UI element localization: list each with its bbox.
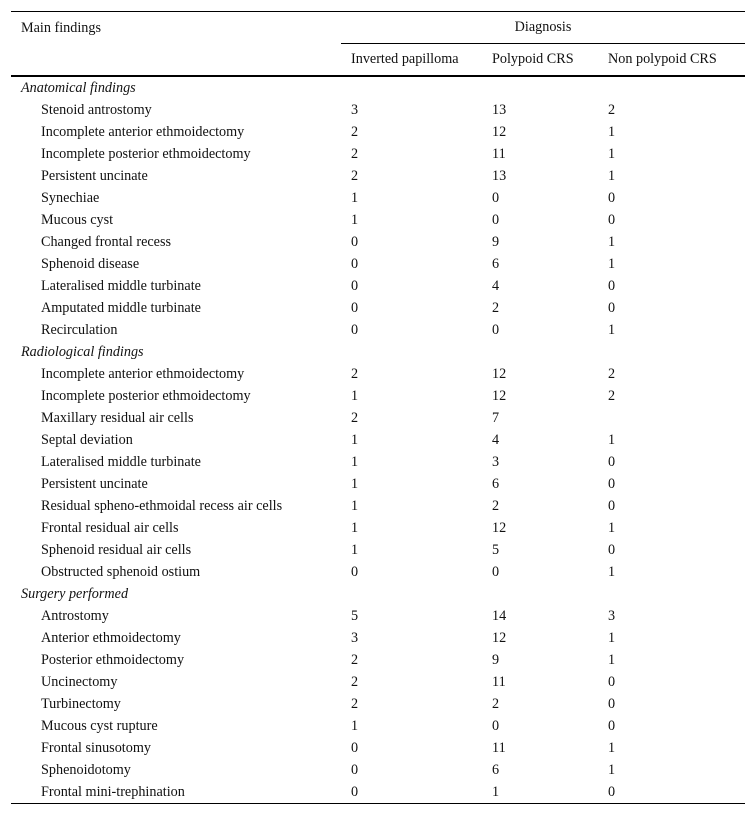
cell-inverted-papilloma: 2 [351, 365, 359, 382]
cell-non-polypoid-crs: 0 [608, 453, 616, 470]
cell-polypoid-crs: 11 [492, 145, 506, 162]
row-label: Frontal residual air cells [41, 519, 179, 536]
row-label: Incomplete anterior ethmoidectomy [41, 365, 245, 382]
cell-non-polypoid-crs: 2 [608, 387, 616, 404]
cell-inverted-papilloma: 0 [351, 277, 359, 294]
row-label: Anterior ethmoidectomy [41, 629, 181, 646]
cell-non-polypoid-crs: 1 [608, 167, 616, 184]
table-row [11, 121, 745, 143]
row-label: Residual spheno-ethmoidal recess air cells [41, 497, 283, 514]
cell-inverted-papilloma: 2 [351, 123, 359, 140]
cell-polypoid-crs: 0 [492, 717, 500, 734]
cell-polypoid-crs: 13 [492, 101, 507, 118]
cell-non-polypoid-crs: 1 [608, 123, 616, 140]
cell-non-polypoid-crs: 2 [608, 101, 616, 118]
cell-inverted-papilloma: 1 [351, 497, 359, 514]
row-label: Sphenoid disease [41, 255, 140, 272]
row-label: Mucous cyst rupture [41, 717, 158, 734]
table-row [11, 561, 745, 583]
row-label: Stenoid antrostomy [41, 101, 152, 118]
cell-inverted-papilloma: 1 [351, 519, 359, 536]
cell-polypoid-crs: 4 [492, 431, 500, 448]
cell-non-polypoid-crs: 1 [608, 145, 616, 162]
cell-non-polypoid-crs: 1 [608, 761, 616, 778]
cell-non-polypoid-crs: 2 [608, 365, 616, 382]
cell-non-polypoid-crs: 0 [608, 211, 616, 228]
row-label: Persistent uncinate [41, 167, 148, 184]
cell-inverted-papilloma: 1 [351, 717, 359, 734]
cell-inverted-papilloma: 0 [341, 781, 482, 804]
cell-non-polypoid-crs: 0 [608, 277, 616, 294]
cell-polypoid-crs: 2 [492, 695, 500, 712]
cell-non-polypoid-crs: 0 [608, 299, 616, 316]
cell-non-polypoid-crs: 1 [608, 563, 616, 580]
row-label: Septal deviation [41, 431, 133, 448]
row-label: Frontal sinusotomy [41, 739, 151, 756]
cell-inverted-papilloma: 2 [351, 651, 359, 668]
cell-non-polypoid-crs: 1 [608, 519, 616, 536]
row-label: Incomplete posterior ethmoidectomy [41, 145, 251, 162]
cell-non-polypoid-crs: 1 [608, 629, 616, 646]
cell-polypoid-crs: 0 [492, 211, 500, 228]
cell-polypoid-crs: 7 [492, 409, 500, 426]
table-row [11, 385, 745, 407]
cell-non-polypoid-crs: 0 [608, 695, 616, 712]
table-row [11, 473, 745, 495]
cell-polypoid-crs: 1 [482, 781, 598, 804]
cell-inverted-papilloma: 0 [351, 761, 359, 778]
row-label: Mucous cyst [41, 211, 114, 228]
cell-non-polypoid-crs: 1 [608, 321, 616, 338]
cell-polypoid-crs: 6 [492, 255, 500, 272]
cell-inverted-papilloma: 1 [351, 475, 359, 492]
table-row [11, 253, 745, 275]
cell-inverted-papilloma: 5 [351, 607, 359, 624]
column-header-inverted-papilloma: Inverted papilloma [351, 51, 459, 67]
cell-non-polypoid-crs: 1 [608, 233, 616, 250]
section-row [11, 583, 745, 605]
cell-inverted-papilloma: 2 [351, 673, 359, 690]
row-label: Recirculation [41, 321, 118, 338]
table-row [11, 495, 745, 517]
cell-polypoid-crs: 11 [492, 739, 506, 756]
row-label: Maxillary residual air cells [41, 409, 194, 426]
row-label: Frontal mini-trephination [11, 781, 341, 804]
row-label: Sphenoid residual air cells [41, 541, 192, 558]
table-row [11, 649, 745, 671]
cell-non-polypoid-crs: 3 [608, 607, 616, 624]
row-label: Turbinectomy [41, 695, 121, 712]
cell-non-polypoid-crs: 0 [608, 717, 616, 734]
cell-polypoid-crs: 0 [492, 321, 500, 338]
cell-polypoid-crs: 13 [492, 167, 507, 184]
cell-inverted-papilloma: 2 [351, 167, 359, 184]
cell-polypoid-crs: 4 [492, 277, 500, 294]
table-row [11, 297, 745, 319]
row-label: Incomplete anterior ethmoidectomy [41, 123, 245, 140]
table-row [11, 627, 745, 649]
cell-non-polypoid-crs [598, 407, 745, 429]
row-label: Uncinectomy [41, 673, 118, 690]
table-row [11, 429, 745, 451]
cell-inverted-papilloma: 2 [351, 409, 359, 426]
cell-inverted-papilloma: 1 [351, 541, 359, 558]
table-row [11, 781, 745, 804]
section-title: Radiological findings [21, 343, 144, 360]
cell-polypoid-crs: 12 [492, 387, 507, 404]
section-title: Surgery performed [21, 585, 129, 602]
table-row [11, 231, 745, 253]
cell-non-polypoid-crs: 0 [608, 541, 616, 558]
cell-inverted-papilloma: 2 [351, 695, 359, 712]
table-row [11, 517, 745, 539]
cell-polypoid-crs: 12 [492, 519, 507, 536]
row-label: Amputated middle turbinate [41, 299, 201, 316]
cell-polypoid-crs: 12 [492, 629, 507, 646]
cell-inverted-papilloma: 3 [351, 101, 359, 118]
cell-non-polypoid-crs: 0 [608, 189, 616, 206]
table-row [11, 363, 745, 385]
table-row [11, 275, 745, 297]
table-row [11, 99, 745, 121]
table-row [11, 319, 745, 341]
cell-polypoid-crs: 11 [492, 673, 506, 690]
cell-inverted-papilloma: 1 [351, 189, 359, 206]
cell-inverted-papilloma: 0 [351, 739, 359, 756]
section-row [11, 76, 745, 99]
cell-inverted-papilloma: 1 [351, 211, 359, 228]
table-row [11, 671, 745, 693]
row-label: Antrostomy [41, 607, 109, 624]
column-header-non-polypoid-crs: Non polypoid CRS [608, 51, 717, 67]
row-label: Obstructed sphenoid ostium [41, 563, 201, 580]
table-row [11, 187, 745, 209]
table-row [11, 539, 745, 561]
cell-non-polypoid-crs: 1 [608, 739, 616, 756]
cell-inverted-papilloma: 0 [351, 233, 359, 250]
table-row [11, 737, 745, 759]
findings-table-container [11, 11, 745, 804]
section-row [11, 341, 745, 363]
row-label: Changed frontal recess [41, 233, 172, 250]
cell-polypoid-crs: 12 [492, 365, 507, 382]
table-row [11, 759, 745, 781]
row-label: Posterior ethmoidectomy [41, 651, 185, 668]
cell-inverted-papilloma: 0 [351, 255, 359, 272]
cell-polypoid-crs: 2 [492, 497, 500, 514]
cell-polypoid-crs: 3 [492, 453, 500, 470]
cell-polypoid-crs: 6 [492, 761, 500, 778]
diagnosis-header: Diagnosis [341, 12, 745, 44]
findings-table [11, 11, 745, 804]
table-body [11, 76, 745, 804]
cell-polypoid-crs: 6 [492, 475, 500, 492]
cell-polypoid-crs: 2 [492, 299, 500, 316]
column-header-polypoid-crs: Polypoid CRS [492, 51, 574, 67]
cell-inverted-papilloma: 3 [351, 629, 359, 646]
table-header [11, 12, 745, 77]
cell-polypoid-crs: 14 [492, 607, 507, 624]
table-row [11, 209, 745, 231]
table-row [11, 693, 745, 715]
row-label: Incomplete posterior ethmoidectomy [41, 387, 251, 404]
table-row [11, 143, 745, 165]
cell-non-polypoid-crs: 0 [608, 475, 616, 492]
row-label: Synechiae [41, 189, 100, 206]
main-findings-header: Main findings [11, 12, 341, 77]
table-row [11, 165, 745, 187]
cell-inverted-papilloma: 1 [351, 387, 359, 404]
row-label: Persistent uncinate [41, 475, 148, 492]
row-label: Lateralised middle turbinate [41, 453, 201, 470]
table-row [11, 451, 745, 473]
cell-inverted-papilloma: 0 [351, 321, 359, 338]
cell-inverted-papilloma: 2 [351, 145, 359, 162]
cell-non-polypoid-crs: 1 [608, 255, 616, 272]
cell-polypoid-crs: 12 [492, 123, 507, 140]
row-label: Lateralised middle turbinate [41, 277, 201, 294]
table-row [11, 605, 745, 627]
cell-polypoid-crs: 5 [492, 541, 500, 558]
cell-non-polypoid-crs: 0 [598, 781, 745, 804]
cell-inverted-papilloma: 0 [351, 299, 359, 316]
cell-non-polypoid-crs: 0 [608, 497, 616, 514]
cell-polypoid-crs: 0 [492, 563, 500, 580]
cell-polypoid-crs: 9 [492, 651, 500, 668]
row-label: Sphenoidotomy [41, 761, 131, 778]
header-row-1 [11, 12, 745, 44]
section-title: Anatomical findings [21, 79, 136, 96]
cell-non-polypoid-crs: 1 [608, 651, 616, 668]
cell-non-polypoid-crs: 0 [608, 673, 616, 690]
table-row [11, 407, 745, 429]
cell-polypoid-crs: 0 [492, 189, 500, 206]
table-row [11, 715, 745, 737]
cell-inverted-papilloma: 0 [351, 563, 359, 580]
cell-non-polypoid-crs: 1 [608, 431, 616, 448]
cell-polypoid-crs: 9 [492, 233, 500, 250]
cell-inverted-papilloma: 1 [351, 431, 359, 448]
cell-inverted-papilloma: 1 [351, 453, 359, 470]
